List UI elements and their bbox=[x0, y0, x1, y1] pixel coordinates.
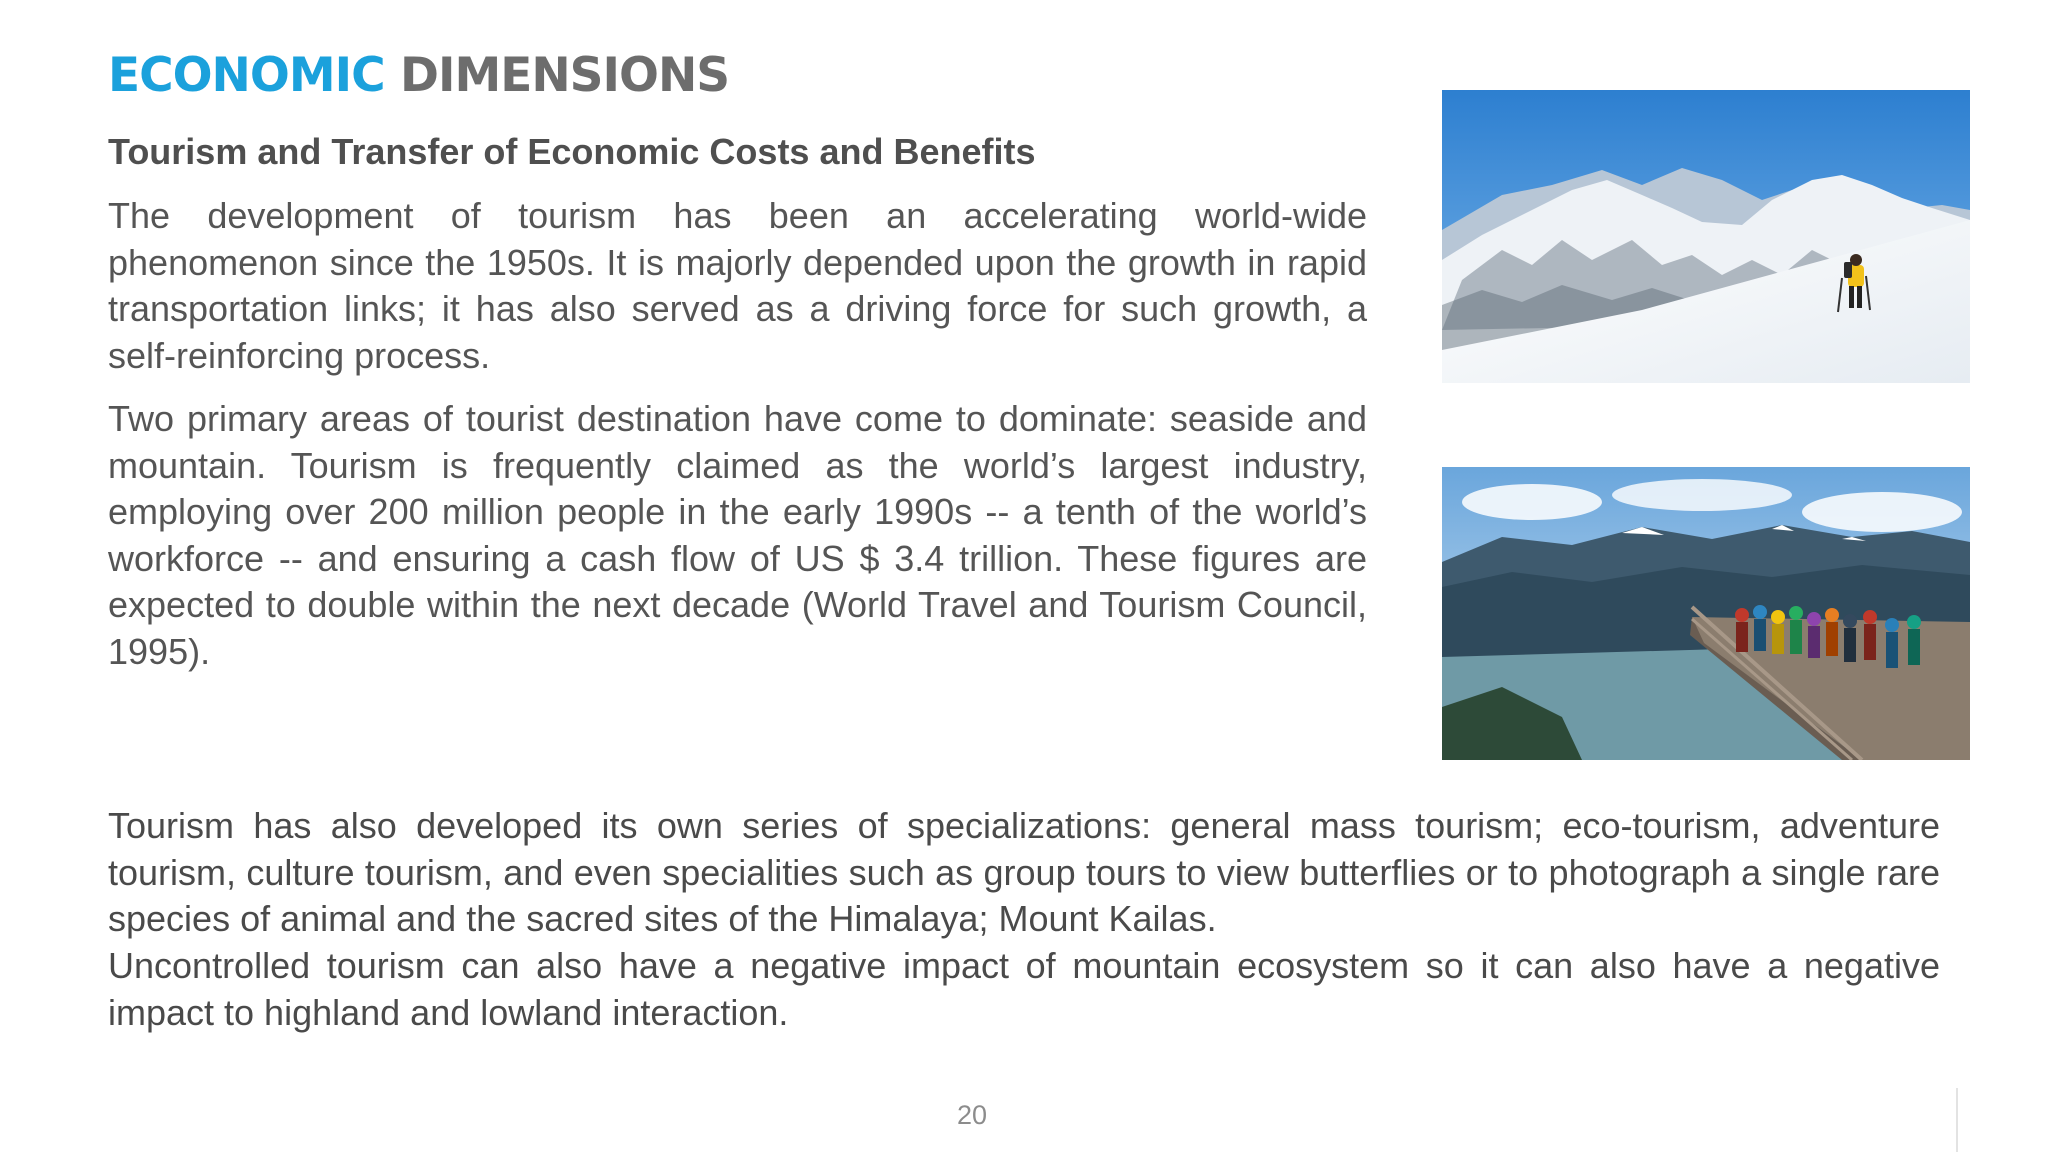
title-rest-word: DIMENSIONS bbox=[399, 48, 730, 103]
mountain-viewpoint-crowd-photo bbox=[1442, 467, 1970, 760]
title-accent-word: ECONOMIC bbox=[108, 48, 385, 103]
paragraph-tourism-development: The development of tourism has been an accelerating world-wide phenomenon since the 1950s. It is majorly depended upon the growth in rapid transportation links; it has also served as a driving force for such growth, a self-reinforcing process. bbox=[108, 195, 1367, 376]
snowy-mountain-hiker-photo bbox=[1442, 90, 1970, 383]
paragraph-tourist-destinations: Two primary areas of tourist destination have come to dominate: seaside and mountain. Tourism is frequently claimed as the world’s largest industry, employing over 200 million people in the early 1990s -- a tenth of the world’s workforce -- and ensuring a cash flow of US $ 3.4 trillion. These figures are expected to double within the next decade (World Travel and Tourism Council, 1995). bbox=[108, 398, 1367, 672]
section-subtitle: Tourism and Transfer of Economic Costs and Benefits bbox=[108, 131, 1036, 172]
paragraph-tourism-specializations: Tourism has also developed its own series of specializations: general mass tourism; eco-tourism, adventure tourism, culture tourism, and even specialities such as group tours to view butterflies or to photograph a single rare species of animal and the sacred sites of the Himalaya; Mount Kailas. bbox=[108, 805, 1940, 939]
page-number: 20 bbox=[956, 1100, 988, 1130]
snowy-mountain-image bbox=[1442, 90, 1970, 383]
paragraph-uncontrolled-tourism: Uncontrolled tourism can also have a negative impact of mountain ecosystem so it can also have a negative impact to highland and lowland interaction. bbox=[108, 945, 1940, 1033]
mountain-viewpoint-image bbox=[1442, 467, 1970, 760]
slide-title bbox=[108, 42, 729, 110]
edge-divider bbox=[1956, 1088, 1958, 1152]
